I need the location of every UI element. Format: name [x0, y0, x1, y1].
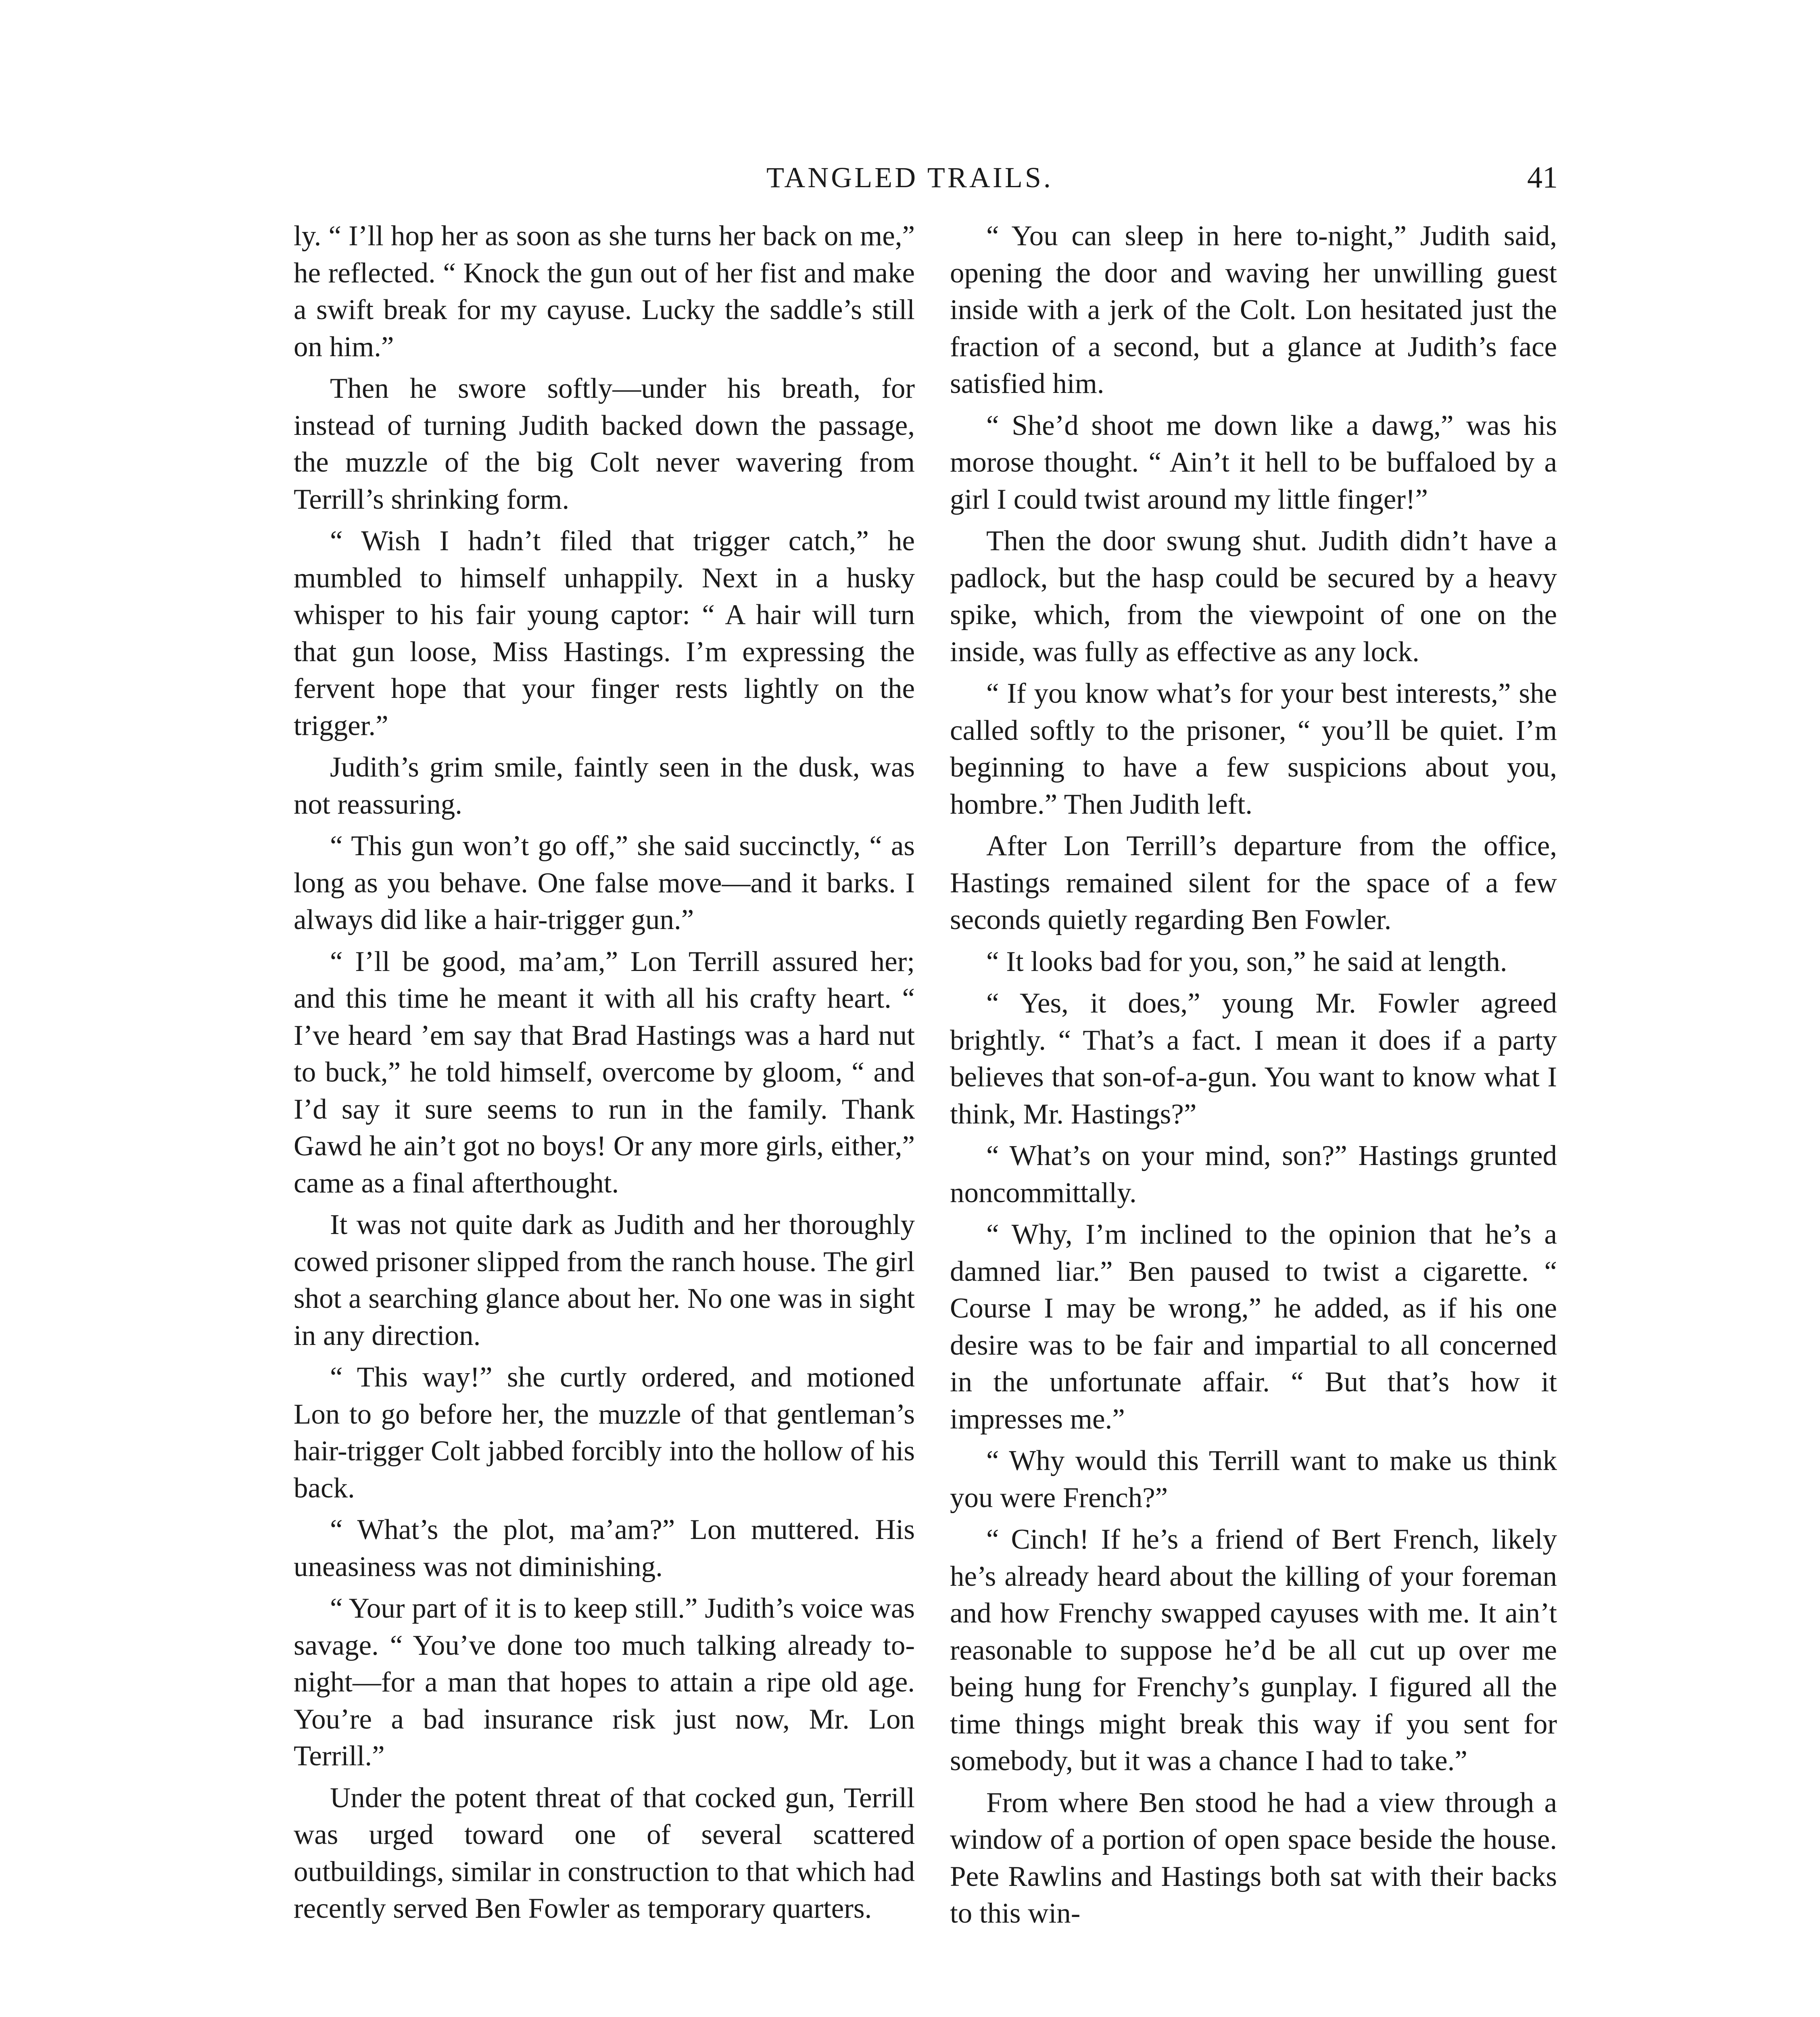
right-column: [950, 218, 1557, 1937]
paragraph: “ This gun won’t go off,” she said succinctly, “ as long as you behave. One false move—and it barks. I always did like a hair-trigger gun.”: [294, 830, 915, 935]
paragraph: “ She’d shoot me down like a dawg,” was his morose thought. “ Ain’t it hell to be buffaloed by a girl I could twist around my little finger!”: [950, 409, 1557, 515]
paragraph: “ Your part of it is to keep still.” Judith’s voice was savage. “ You’ve done too much talking already to-night—for a man that hopes to attain a ripe old age. You’re a bad insurance risk just now, Mr. Lon Terrill.”: [294, 1593, 915, 1772]
running-header: [0, 155, 1820, 200]
paragraph: “ Why would this Terrill want to make us think you were French?”: [950, 1445, 1557, 1514]
running-title: TANGLED TRAILS.: [766, 161, 1053, 194]
paragraph: “ I’ll be good, ma’am,” Lon Terrill assured her; and this time he meant it with all his crafty heart. “ I’ve heard ’em say that Brad Hastings was a hard nut to buck,” he told himself, overcome by gloom, “ and I’d say it sure seems to run in the family. Thank Gawd he ain’t got no boys! Or any more girls, either,” came as a final afterthought.: [294, 946, 915, 1199]
paragraph: “ Why, I’m inclined to the opinion that he’s a damned liar.” Ben paused to twist a cigarette. “ Course I may be wrong,” he added, as if his one desire was to be fair and impartial to all concerned in the unfortunate affair. “ But that’s how it impresses me.”: [950, 1219, 1557, 1435]
paragraph: Under the potent threat of that cocked gun, Terrill was urged toward one of several scattered outbuildings, similar in construction to that which had recently served Ben Fowler as temporary quarters.: [294, 1782, 915, 1924]
paragraph: “ What’s the plot, ma’am?” Lon muttered. His uneasiness was not diminishing.: [294, 1514, 915, 1583]
paragraph: “ Cinch! If he’s a friend of Bert French, likely he’s already heard about the killing of your foreman and how Frenchy swapped cayuses with me. It ain’t reasonable to suppose he’d be all cut up over me being hung for Frenchy’s gunplay. I figured all the time things might break this way if you sent for somebody, but it was a chance I had to take.”: [950, 1524, 1557, 1777]
left-column: [294, 218, 915, 1932]
paragraph: ly. “ I’ll hop her as soon as she turns her back on me,” he reflected. “ Knock the gun out of her fist and make a swift break for my cayuse. Lucky the saddle’s still on him.”: [294, 220, 915, 363]
paragraph: Then he swore softly—under his breath, for instead of turning Judith backed down the passage, the muzzle of the big Colt never wavering from Terrill’s shrinking form.: [294, 373, 915, 515]
paragraph: “ Wish I hadn’t filed that trigger catch,” he mumbled to himself unhappily. Next in a husky whisper to his fair young captor: “ A hair will turn that gun loose, Miss Hastings. I’m expressing the fervent hope that your finger rests lightly on the trigger.”: [294, 525, 915, 741]
paragraph: After Lon Terrill’s departure from the office, Hastings remained silent for the space of a few seconds quietly regarding Ben Fowler.: [950, 830, 1557, 935]
paragraph: Judith’s grim smile, faintly seen in the dusk, was not reassuring.: [294, 752, 915, 820]
paragraph: “ What’s on your mind, son?” Hastings grunted noncommittally.: [950, 1140, 1557, 1209]
paragraph: “ If you know what’s for your best interests,” she called softly to the prisoner, “ you’ll be quiet. I’m beginning to have a few suspicions about you, hombre.” Then Judith left.: [950, 678, 1557, 820]
paragraph: “ This way!” she curtly ordered, and motioned Lon to go before her, the muzzle of that gentleman’s hair-trigger Colt jabbed forcibly into the hollow of his back.: [294, 1361, 915, 1504]
paragraph: “ You can sleep in here to-night,” Judith said, opening the door and waving her unwilling guest inside with a jerk of the Colt. Lon hesitated just the fraction of a second, but a glance at Judith’s face satisfied him.: [950, 220, 1557, 399]
paragraph: “ It looks bad for you, son,” he said at length.: [986, 946, 1507, 977]
paragraph: From where Ben stood he had a view through a window of a portion of open space beside the house. Pete Rawlins and Hastings both sat with their backs to this win-: [950, 1787, 1557, 1929]
paragraph: “ Yes, it does,” young Mr. Fowler agreed brightly. “ That’s a fact. I mean it does if a party believes that son-of-a-gun. You want to know what I think, Mr. Hastings?”: [950, 988, 1557, 1130]
paragraph: It was not quite dark as Judith and her thoroughly cowed prisoner slipped from the ranch house. The girl shot a searching glance about her. No one was in sight in any direction.: [294, 1209, 915, 1351]
page-number: 41: [1527, 161, 1558, 194]
paragraph: Then the door swung shut. Judith didn’t have a padlock, but the hasp could be secured by a heavy spike, which, from the viewpoint of one on the inside, was fully as effective as any lock.: [950, 525, 1557, 668]
